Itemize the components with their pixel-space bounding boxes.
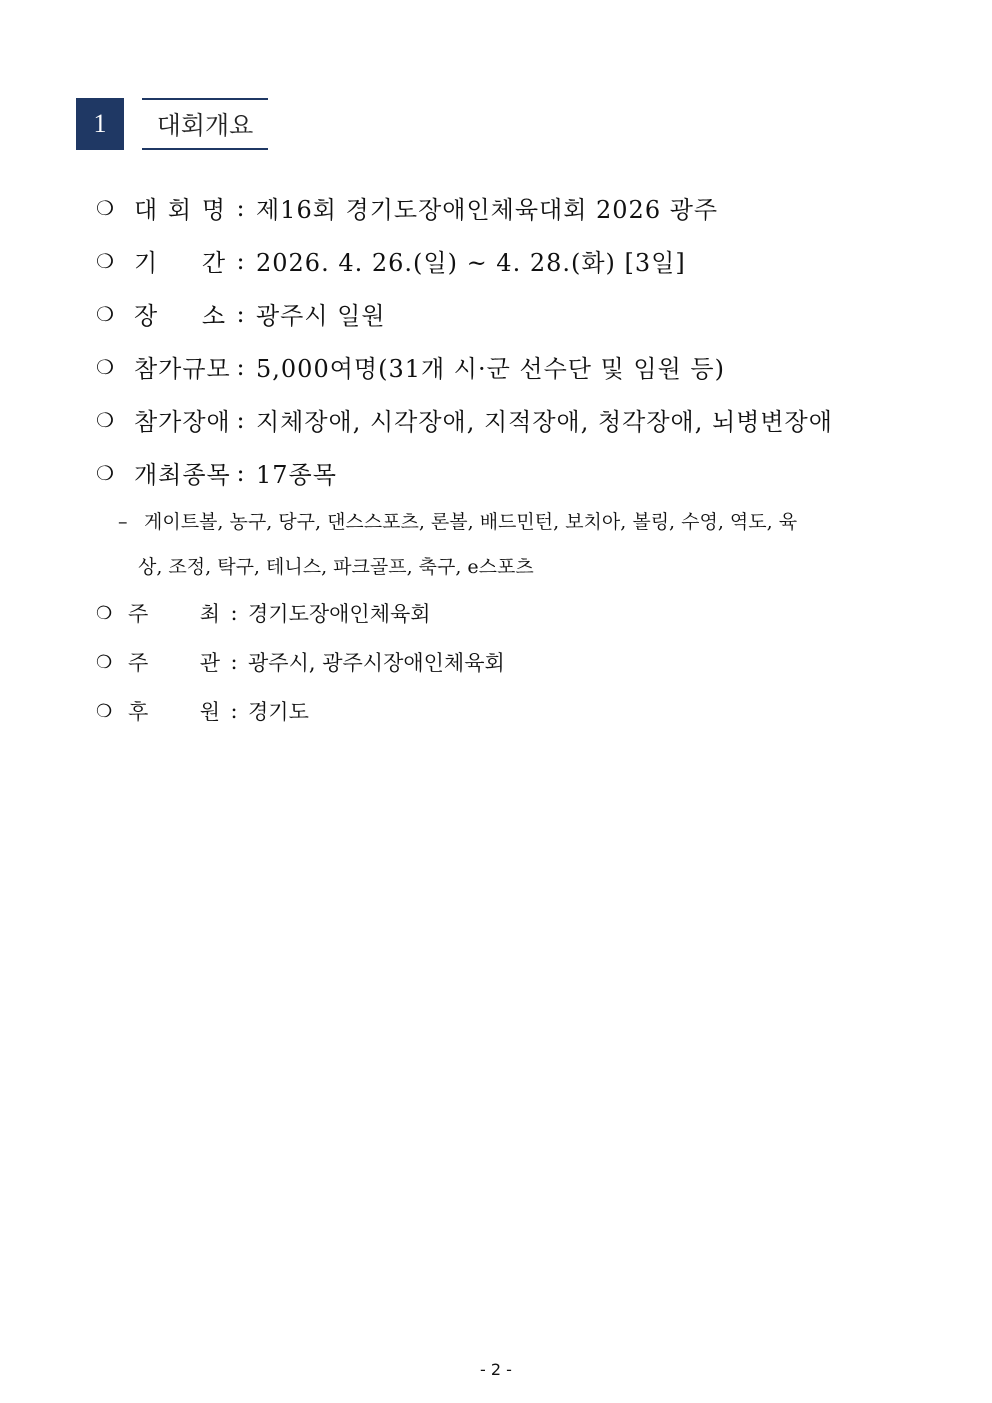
- item-value: 광주시, 광주시장애인체육회: [248, 651, 505, 675]
- item-label: 대 회 명: [134, 196, 226, 224]
- item-value: 경기도: [248, 700, 309, 724]
- item-value: 지체장애, 시각장애, 지적장애, 청각장애, 뇌병변장애: [256, 408, 833, 436]
- circle-bullet-icon: ❍: [96, 354, 115, 379]
- item-value: 제16회 경기도장애인체육대회 2026 광주: [256, 196, 719, 224]
- circle-bullet-icon: ❍: [96, 460, 115, 485]
- circle-bullet-icon: ❍: [96, 602, 113, 624]
- item-organizer: [96, 647, 505, 677]
- section-title: 대회개요: [142, 98, 268, 150]
- item-sponsor: [96, 696, 309, 726]
- section-header: [76, 98, 268, 150]
- events-text-1: 게이트볼, 농구, 당구, 댄스스포츠, 론볼, 배드민턴, 보치아, 볼링, 수영, 역도, 육: [144, 511, 798, 533]
- item-colon: :: [230, 601, 238, 625]
- item-colon: :: [236, 193, 246, 222]
- item-label: 후 원: [128, 700, 220, 724]
- item-colon: :: [236, 352, 246, 381]
- item-disability-types: [96, 402, 833, 437]
- item-colon: :: [230, 699, 238, 723]
- item-scale: [96, 349, 725, 384]
- item-value: 17종목: [256, 461, 337, 489]
- item-event-name: [96, 190, 718, 225]
- dash-icon: –: [118, 511, 128, 533]
- events-line-1: [118, 500, 948, 545]
- item-label: 기 간: [134, 249, 226, 277]
- item-label: 주 관: [128, 651, 220, 675]
- item-colon: :: [236, 246, 246, 275]
- item-period: [96, 243, 686, 278]
- item-label: 참가규모: [134, 355, 231, 383]
- item-colon: :: [230, 650, 238, 674]
- circle-bullet-icon: ❍: [96, 248, 115, 273]
- circle-bullet-icon: ❍: [96, 301, 115, 326]
- item-colon: :: [236, 458, 246, 487]
- page-number: - 2 -: [480, 1360, 512, 1379]
- item-label: 개최종목: [134, 461, 231, 489]
- circle-bullet-icon: ❍: [96, 651, 113, 673]
- events-line-2: 상, 조정, 탁구, 테니스, 파크골프, 축구, e스포츠: [138, 556, 534, 578]
- section-number: 1: [76, 98, 124, 150]
- circle-bullet-icon: ❍: [96, 195, 115, 220]
- events-list: [118, 500, 948, 590]
- item-events-count: [96, 455, 337, 490]
- item-value: 광주시 일원: [256, 302, 386, 330]
- item-value: 5,000여명(31개 시·군 선수단 및 임원 등): [256, 355, 725, 383]
- item-label: 장 소: [134, 302, 226, 330]
- item-colon: :: [236, 299, 246, 328]
- item-colon: :: [236, 405, 246, 434]
- item-label: 주 최: [128, 602, 220, 626]
- item-host: [96, 598, 431, 628]
- item-value: 2026. 4. 26.(일) ~ 4. 28.(화) [3일]: [256, 249, 686, 277]
- circle-bullet-icon: ❍: [96, 700, 113, 722]
- item-venue: [96, 296, 386, 331]
- item-label: 참가장애: [134, 408, 231, 436]
- circle-bullet-icon: ❍: [96, 407, 115, 432]
- item-value: 경기도장애인체육회: [248, 602, 431, 626]
